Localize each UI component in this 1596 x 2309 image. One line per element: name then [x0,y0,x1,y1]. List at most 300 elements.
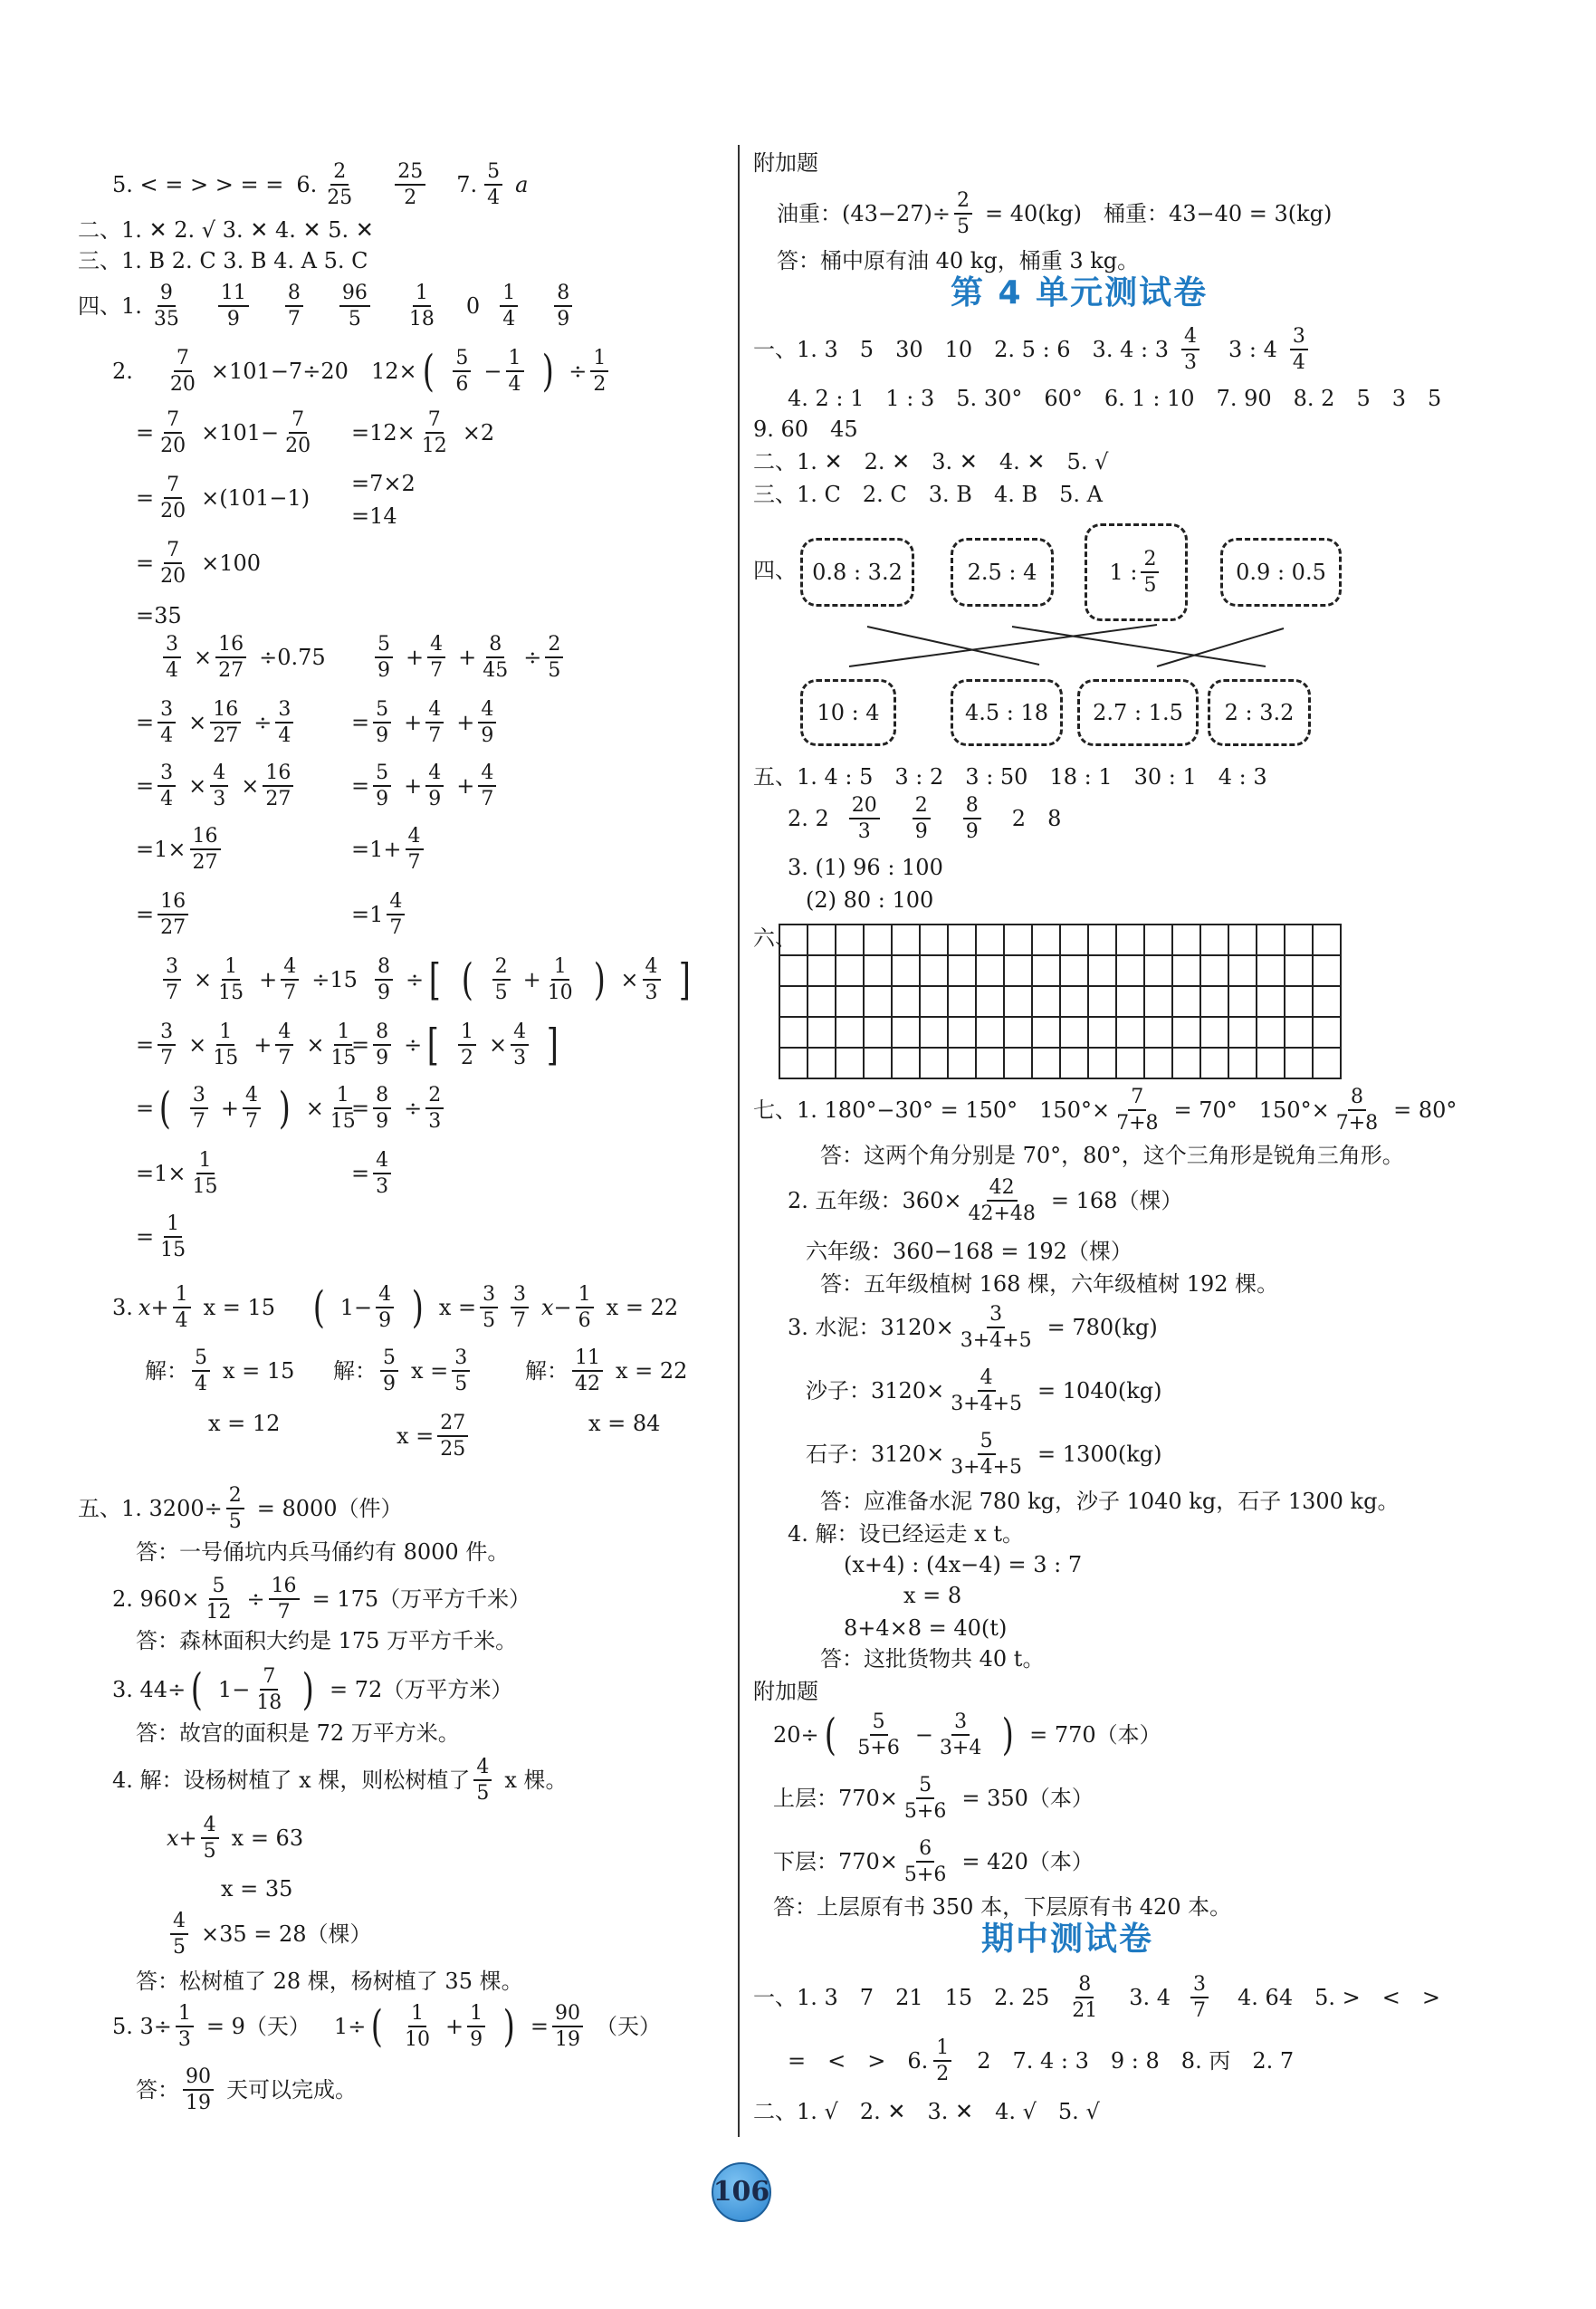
fraction: $\frac{4}{7}$ [387,891,405,938]
grid-cell [1313,925,1341,955]
text: 5. < = > > = = [112,172,284,198]
fraction: $\frac{3}{3+4+5}$ [960,1303,1032,1353]
u4-label: 四、 [753,558,797,583]
fraction: $\frac{3}{7}$ [1190,1974,1209,2021]
fujia2-line3: 下层：770× $\frac{6}{5+6}$ = 420（本） [773,1837,1094,1887]
grid-cell [1144,986,1172,1017]
fraction: $\frac{4}{3}$ [373,1150,391,1197]
fraction: $\frac{1}{2}$ [590,348,608,395]
grid-cell [1032,955,1060,986]
m2-line: 二、1. √ 2. ✕ 3. ✕ 4. √ 5. √ [753,2099,1100,2124]
unit4-title: 第 4 单元测试卷 [951,274,1209,311]
fraction: $\frac{4}{7}$ [281,956,299,1003]
fraction: $\frac{1}{4}$ [506,348,524,395]
grid-cell [1285,986,1313,1017]
fujia2-ans: 答：上层原有书 350 本，下层原有书 420 本。 [773,1894,1232,1920]
fraction: $\frac{1}{10}$ [405,2002,431,2052]
grid-cell [1004,1017,1032,1048]
eq-j1: $\frac{3}{7}$ x− $\frac{1}{6}$ x = 22 [507,1284,691,1331]
fraction: $\frac{8}{45}$ [483,633,509,683]
fraction: $\frac{4}{7}$ [243,1085,261,1132]
calc-d5: =1 $\frac{4}{7}$ [351,891,417,938]
grid-cell [1313,986,1341,1017]
grid-cell [779,1048,808,1078]
grid-cell [1060,925,1088,955]
grid-cell [836,1048,864,1078]
u7-line3: 六年级：360−168 = 192（棵） [806,1239,1132,1264]
fraction: $\frac{1}{15}$ [213,1020,239,1070]
grid-cell [1116,1048,1144,1078]
fraction: $\frac{7}{7+8}$ [1116,1086,1159,1135]
fraction: $\frac{7}{12}$ [421,408,447,458]
calc-e4: =1× $\frac{1}{15}$ [136,1150,234,1197]
eq-h3: x = 12 [208,1411,281,1436]
calc-a5: =35 [136,603,182,628]
s5-3: 3. 44÷ ( 1− $\frac{7}{18}$ ) = 72（万平方米） [112,1664,513,1716]
grid-cell [892,1048,920,1078]
u7-line6: 石子：3120× $\frac{5}{3+4+5}$ = 1300(kg) [806,1430,1162,1480]
u7-ans2: 答：五年级植树 168 棵，六年级植树 192 棵。 [820,1271,1279,1297]
calc-c2: = $\frac{3}{4}$ × $\frac{16}{27}$ ÷ $\frac{3}{4}$ [136,699,306,746]
grid-cell [1313,955,1341,986]
fraction: $\frac{6}{5+6}$ [903,1837,947,1887]
fraction: $\frac{4}{5}$ [473,1757,492,1804]
fraction: $\frac{5}{9}$ [373,699,391,746]
eq-i1: ( 1− $\frac{4}{9}$ ) x = $\frac{3}{5}$ [308,1284,511,1331]
grid-cell [1088,955,1116,986]
s5-5-ans: 答： $\frac{90}{19}$ 天可以完成。 [136,2065,357,2115]
grid-cell [779,986,808,1017]
grid-cell [1144,955,1172,986]
grid-cell [976,1017,1004,1048]
grid-cell [779,925,808,955]
u7-ans1: 答：这两个角分别是 70°，80°，这个三角形是锐角三角形。 [820,1143,1404,1168]
grid-cell [1116,925,1144,955]
calc-c1: $\frac{3}{4}$ × $\frac{16}{27}$ ÷0.75 [159,634,339,681]
page-number: 106 [712,2162,771,2222]
fraction: $\frac{4}{3}$ [1181,326,1199,373]
fraction: $\frac{3}{4}$ [163,634,181,681]
midterm-title: 期中测试卷 [981,1921,1154,1958]
calc-g4: = $\frac{4}{3}$ [351,1150,404,1197]
s5-1-ans: 答：一号俑坑内兵马俑约有 8000 件。 [136,1539,510,1565]
grid-cell [920,1048,948,1078]
grid-cell [920,1017,948,1048]
s5-2-ans: 答：森林面积大约是 175 万平方千米。 [136,1628,518,1653]
u1-line2: 4. 2 : 1 1 : 3 5. 30° 60° 6. 1 : 10 7. 90 8. 2 5 3 5 [788,386,1442,411]
grid-cell [976,986,1004,1017]
grid-cell [1228,1048,1257,1078]
fraction: $\frac{16}{27}$ [158,891,188,938]
line-1-5 [112,161,540,208]
grid-cell [1004,925,1032,955]
eq-h2: 解： $\frac{5}{4}$ x = 15 [145,1346,295,1396]
ratio-box: 0.9 : 0.5 [1220,538,1342,607]
fraction: $\frac{5}{4}$ [192,1347,210,1394]
m1-line1: 一、1. 3 7 21 15 2. 25 $\frac{8}{21}$ 3. 4 $\frac{3}{7}$ 4. 64 5. > < > [753,1973,1440,2023]
eq-j3: x = 84 [588,1411,661,1436]
grid-cell [1172,986,1200,1017]
u7-ans4: 答：这批货物共 40 t。 [820,1646,1045,1672]
fraction: $\frac{5}{5+6}$ [903,1774,947,1824]
eq-i2: 解： $\frac{5}{9}$ x = $\frac{3}{5}$ [333,1347,483,1394]
u7-line7: 4. 解：设已经运走 x t。 [788,1521,1024,1547]
grid-cell [1004,986,1032,1017]
fraction: $\frac{5}{3+4+5}$ [951,1430,1023,1480]
fraction: $\frac{4}{9}$ [376,1284,394,1331]
fraction: $\frac{1}{15}$ [218,955,244,1005]
ratio-box: 2 : 3.2 [1208,679,1311,746]
calc-g2: = $\frac{8}{9}$ ÷ [ $\frac{1}{2}$ × $\frac{4}{3}$ ] [351,1020,559,1071]
grid-cell [1116,955,1144,986]
grid-cell [808,986,836,1017]
s5-4-eq2: x = 35 [221,1876,293,1902]
calc-b4: =14 [351,503,397,529]
fraction: $\frac{11}{9}$ [218,283,249,330]
grid-cell [1257,955,1285,986]
fraction: $\frac{1}{15}$ [192,1149,218,1199]
fraction: $\frac{8}{9}$ [554,283,572,330]
grid-cell [864,1017,892,1048]
fraction: $\frac{20}{3}$ [849,795,880,842]
s5-4: 4. 解：设杨树植了 x 棵，则松树植了 $\frac{4}{5}$ x 棵。 [112,1756,568,1806]
fraction: $\frac{1}{6}$ [576,1284,594,1331]
u7-ans3: 答：应准备水泥 780 kg，沙子 1040 kg，石子 1300 kg。 [820,1489,1400,1514]
fraction: $\frac{2}{5}$ [954,190,972,237]
u7-line5: 沙子：3120× $\frac{4}{3+4+5}$ = 1040(kg) [806,1366,1162,1416]
fraction: $\frac{4}{9}$ [478,699,496,746]
grid-cell [1088,1048,1116,1078]
fujia2-line2: 上层：770× $\frac{5}{5+6}$ = 350（本） [773,1774,1094,1824]
calc-e3: = ( $\frac{3}{7}$ + $\frac{4}{7}$ ) × $\frac{1}{15}$ [136,1085,371,1132]
fraction: $\frac{4}{7}$ [275,1021,293,1068]
grid-cell [1060,1048,1088,1078]
grid-cell [948,1048,976,1078]
u7-line2: 2. 五年级：360× $\frac{42}{42+48}$ = 168（棵） [788,1176,1183,1226]
grid-cell [1060,955,1088,986]
calc-d1: $\frac{5}{9}$ + $\frac{4}{7}$ + $\frac{8}{45}$ ÷ $\frac{2}{5}$ [371,634,576,681]
section-2: 二、1. ✕ 2. √ 3. ✕ 4. ✕ 5. ✕ [78,217,374,243]
fraction: $\frac{3}{4}$ [158,762,176,810]
fraction: $\frac{8}{9}$ [373,1085,391,1132]
grid-cell [779,1017,808,1048]
grid-cell [864,925,892,955]
grid-cell [808,955,836,986]
calc-e2: = $\frac{3}{7}$ × $\frac{1}{15}$ + $\frac{4}{7}$ × $\frac{1}{15}$ [136,1021,371,1068]
fraction: $\frac{1}{15}$ [330,1084,356,1134]
grid-cell [1032,986,1060,1017]
grid-cell [1257,1017,1285,1048]
fraction: $\frac{2}{5}$ [545,634,563,681]
s5-3-ans: 答：故宫的面积是 72 万平方米。 [136,1720,460,1746]
grid-cell [1004,1048,1032,1078]
grid-cell [1172,925,1200,955]
fraction: $\frac{5}{12}$ [205,1575,232,1624]
text: a [515,172,529,198]
grid-cell [920,986,948,1017]
fraction: $\frac{4}{5}$ [201,1815,219,1862]
grid-cell [1144,1017,1172,1048]
grid-cell [1032,1017,1060,1048]
grid-cell [948,986,976,1017]
fujia-ans: 答：桶中原有油 40 kg，桶重 3 kg。 [777,248,1140,273]
grid-cell [1285,955,1313,986]
fraction: $\frac{3}{3+4}$ [939,1710,982,1760]
fraction: $\frac{8}{7+8}$ [1335,1086,1379,1135]
u7-line10: 8+4×8 = 40(t) [844,1615,1008,1641]
grid-cell [1200,1048,1228,1078]
fraction: $\frac{7}{20}$ [160,474,186,523]
grid-cell [836,1017,864,1048]
text: 7. [456,172,478,198]
fraction: $\frac{3}{4}$ [1290,326,1308,373]
grid-cell [948,1017,976,1048]
fraction: $\frac{4}{3+4+5}$ [951,1366,1023,1416]
s5-4-eq3: $\frac{4}{5}$ ×35 = 28（棵） [167,1911,385,1958]
grid-cell [1172,955,1200,986]
fraction: $\frac{1}{10}$ [547,955,573,1005]
column-divider [738,145,740,2137]
u5-line1: 五、1. 4 : 5 3 : 2 3 : 50 18 : 1 30 : 1 4 : 3 [753,764,1267,790]
ratio-box: 10 : 4 [800,679,896,746]
grid-cell [1144,925,1172,955]
u7-line4: 3. 水泥：3120× $\frac{3}{3+4+5}$ = 780(kg) [788,1303,1158,1353]
grid-cell [1285,925,1313,955]
grid-cell [1060,986,1088,1017]
fraction: $\frac{9}{35}$ [153,282,179,331]
calc-d2: = $\frac{5}{9}$ + $\frac{4}{7}$ + $\frac{4}{9}$ [351,699,509,746]
fraction: $\frac{8}{9}$ [963,795,981,842]
fraction: $\frac{4}{3}$ [511,1021,529,1068]
grid-cell [1172,1017,1200,1048]
grid-cell [779,955,808,986]
section-4-line-1: 四、1. $\frac{9}{35}$ $\frac{11}{9}$ $\frac{8}{7}$ $\frac{96}{5}$ $\frac{1}{18}$ 0 $\frac{1}{4}$ $\frac{8}{9}$ [78,283,585,330]
grid-cell [836,925,864,955]
calc-a2: = $\frac{7}{20}$ ×101− $\frac{7}{20}$ [136,409,326,456]
grid-cell [1200,986,1228,1017]
u3-line: 三、1. C 2. C 3. B 4. B 5. A [753,482,1103,507]
grid-cell [1032,925,1060,955]
grid-cell [864,955,892,986]
calc-g3: = $\frac{8}{9}$ ÷ $\frac{2}{3}$ [351,1085,456,1132]
u5-line2: 2. 2 $\frac{20}{3}$ $\frac{2}{9}$ $\frac{8}{9}$ 2 8 [788,794,1062,844]
grid-cell [892,925,920,955]
grid-cell [1313,1017,1341,1048]
fraction: $\frac{3}{5}$ [480,1284,498,1331]
calc-b2: =12× $\frac{7}{12}$ ×2 [351,408,495,458]
grid-cell [948,925,976,955]
s5-2: 2. 960× $\frac{5}{12}$ ÷ $\frac{16}{7}$ = 175（万平方千米） [112,1575,531,1624]
calc-b3: =7×2 [351,471,416,496]
grid-cell [808,925,836,955]
calc-c5: = $\frac{16}{27}$ [136,891,201,938]
fujia-title: 附加题 [753,150,818,176]
grid-cell [1116,1017,1144,1048]
s5-5: 5. 3÷ $\frac{1}{3}$ = 9（天） 1÷ ( $\frac{1}{10}$ + $\frac{1}{9}$ ) = $\frac{90}{19}$ （天） [112,2001,661,2053]
answer-grid [779,924,1342,1079]
grid-cell [976,925,1004,955]
fraction: $\frac{7}{20}$ [160,539,186,589]
fraction: $\frac{96}{5}$ [339,283,370,330]
grid-cell [1228,1017,1257,1048]
fraction: $\frac{27}{25}$ [437,1413,468,1460]
calc-a4: = $\frac{7}{20}$ ×100 [136,539,262,589]
fraction: $\frac{1}{4}$ [500,283,518,330]
grid-cell [976,1048,1004,1078]
grid-cell [1088,925,1116,955]
calc-c4: =1× $\frac{16}{27}$ [136,826,234,873]
calc-e5: = $\frac{1}{15}$ [136,1213,201,1260]
u5-line3: 3. (1) 96 : 100 [788,855,943,880]
grid-cell [1004,955,1032,986]
m1-line2: = < > 6. $\frac{1}{2}$ 2 7. 4 : 3 9 : 8 8. 丙 2. 7 [788,2036,1295,2086]
grid-cell [1228,955,1257,986]
fraction: $\frac{16}{7}$ [269,1576,300,1623]
grid-cell [1032,1048,1060,1078]
fraction: $\frac{7}{20}$ [169,347,196,397]
grid-cell [1060,1017,1088,1048]
fraction: $\frac{3}{5}$ [452,1347,470,1394]
calc-e1: $\frac{3}{7}$ × $\frac{1}{15}$ + $\frac{4}{7}$ ÷15 [159,956,370,1003]
u1-line1: 一、1. 3 5 30 10 2. 5 : 6 3. 4 : 3 $\frac{4}{3}$ 3 : 4 $\frac{3}{4}$ [753,326,1321,373]
s5-4-eq1: x+ $\frac{4}{5}$ x = 63 [167,1814,304,1863]
ratio-box: 0.8 : 3.2 [800,538,914,607]
ratio-box: 2.7 : 1.5 [1077,679,1199,746]
fraction: $\frac{1}{4}$ [173,1284,191,1331]
calc-a1: 2. $\frac{7}{20}$ ×101−7÷20 [112,347,349,397]
grid-cell [1228,986,1257,1017]
u1-line3: 9. 60 45 [753,417,858,442]
fraction: $\frac{3}{7}$ [163,956,181,1003]
grid-cell [1257,986,1285,1017]
grid-cell [892,986,920,1017]
fraction: $\frac{25}{2}$ [395,161,425,208]
grid-cell [1313,1048,1341,1078]
eq-i3: x = $\frac{27}{25}$ [397,1413,481,1460]
u7-line1: 七、1. 180°−30° = 150° 150°× $\frac{7}{7+8}$ = 70° 150°× $\frac{8}{7+8}$ = 80° [753,1086,1457,1135]
grid-cell [836,955,864,986]
fraction: $\frac{4}{7}$ [406,826,424,873]
u2-line: 二、1. ✕ 2. ✕ 3. ✕ 4. ✕ 5. √ [753,449,1109,474]
grid-cell [1257,925,1285,955]
grid-cell [1172,1048,1200,1078]
calc-g1: $\frac{8}{9}$ ÷ [ ( $\frac{2}{5}$ + $\frac{1}{10}$ ) × $\frac{4}{3}$ ] [371,956,705,1003]
calc-d3: = $\frac{5}{9}$ + $\frac{4}{9}$ + $\frac{4}{7}$ [351,762,509,810]
u6-label: 六、 [753,925,797,951]
fraction: $\frac{16}{27}$ [190,826,221,873]
grid-cell [808,1048,836,1078]
fraction: $\frac{1}{15}$ [330,1020,357,1070]
s5-1: 五、1. 3200÷ $\frac{2}{5}$ = 8000（件） [78,1484,403,1534]
fraction: $\frac{3}{7}$ [511,1284,529,1331]
fraction: $\frac{11}{42}$ [572,1347,603,1394]
fujia2-line1: 20÷ ( $\frac{5}{5+6}$ − $\frac{3}{3+4}$ ) = 770（本） [773,1710,1161,1761]
fraction: $\frac{5}{4}$ [484,161,502,208]
grid-cell [1144,1048,1172,1078]
grid-cell [1228,925,1257,955]
calc-d4: =1+ $\frac{4}{7}$ [351,826,436,873]
fraction: $\frac{2}{9}$ [913,795,931,842]
fraction: $\frac{8}{9}$ [373,1021,391,1068]
eq-j2: 解： $\frac{11}{42}$ x = 22 [525,1346,688,1396]
fraction: $\frac{1}{2}$ [458,1021,476,1068]
u5-line4: (2) 80 : 100 [806,887,934,913]
fraction: $\frac{16}{27}$ [215,634,246,681]
fujia-line1: 油重：(43−27)÷ $\frac{2}{5}$ = 40(kg) 桶重：43−40 = 3(kg) [777,189,1333,239]
fraction: $\frac{1}{9}$ [467,2003,485,2050]
s5-4-ans: 答：松树植了 28 棵，杨树植了 35 棵。 [136,1969,523,1994]
grid-cell [1116,986,1144,1017]
fraction: $\frac{16}{27}$ [210,699,241,746]
fraction: $\frac{4}{7}$ [427,634,445,681]
fraction: $\frac{3}{7}$ [190,1085,208,1132]
fraction: $\frac{1}{15}$ [160,1212,186,1262]
calc-b1: 12× ( $\frac{5}{6}$ − $\frac{1}{4}$ ) ÷ $\frac{1}{2}$ [371,348,621,395]
fraction: $\frac{4}{5}$ [170,1911,188,1958]
text: 6. [296,172,318,198]
fraction: $\frac{5}{6}$ [453,348,471,395]
fraction: $\frac{3}{4}$ [275,699,293,746]
fraction: $\frac{2}{5}$ [226,1485,244,1532]
fraction: $\frac{8}{21}$ [1072,1973,1098,2023]
fujia2-title: 附加题 [753,1679,818,1704]
grid-cell [1257,1048,1285,1078]
grid-cell [808,1017,836,1048]
fraction: $\frac{2}{25}$ [327,160,353,210]
fraction: $\frac{8}{9}$ [375,956,393,1003]
fraction: $\frac{90}{19}$ [552,2003,583,2050]
fraction: $\frac{42}{42+48}$ [968,1176,1036,1226]
fraction: $\frac{3}{4}$ [158,699,176,746]
grid-cell [1200,1017,1228,1048]
section-3: 三、1. B 2. C 3. B 4. A 5. C [78,248,368,273]
grid-cell [976,955,1004,986]
fraction: $\frac{2}{3}$ [425,1085,444,1132]
grid-cell [864,986,892,1017]
fraction: $\frac{8}{7}$ [285,283,303,330]
fraction: $\frac{5}{5+6}$ [857,1710,900,1760]
fraction: $\frac{7}{18}$ [256,1665,282,1715]
fraction: $\frac{1}{2}$ [933,2037,951,2084]
fraction: $\frac{4}{7}$ [425,699,444,746]
grid-cell [920,925,948,955]
fraction: $\frac{5}{9}$ [380,1347,398,1394]
left-column [0,0,735,2309]
grid-cell [1200,925,1228,955]
fraction: $\frac{16}{27}$ [263,762,293,810]
grid-cell [948,955,976,986]
grid-cell [1285,1048,1313,1078]
grid-cell [836,986,864,1017]
ratio-box: 2.5 : 4 [951,538,1054,607]
fraction: $\frac{1}{3}$ [176,2003,194,2050]
grid-cell [864,1048,892,1078]
right-column [741,0,1596,2309]
grid-cell [1200,955,1228,986]
u7-line9: x = 8 [903,1583,962,1608]
grid-cell [1285,1017,1313,1048]
calc-c3: = $\frac{3}{4}$ × $\frac{4}{3}$ × $\frac{16}{27}$ [136,762,306,810]
grid-cell [1088,986,1116,1017]
fraction: $\frac{7}{20}$ [160,408,186,458]
fraction: $\frac{7}{20}$ [285,408,311,458]
fraction: $\frac{4}{3}$ [643,956,661,1003]
calc-a3: = $\frac{7}{20}$ ×(101−1) [136,474,311,523]
fraction: $\frac{5}{9}$ [375,634,393,681]
grid-cell [1088,1017,1116,1048]
ratio-box: 4.5 : 18 [951,679,1063,746]
fraction: $\frac{2}{5}$ [1141,549,1159,596]
